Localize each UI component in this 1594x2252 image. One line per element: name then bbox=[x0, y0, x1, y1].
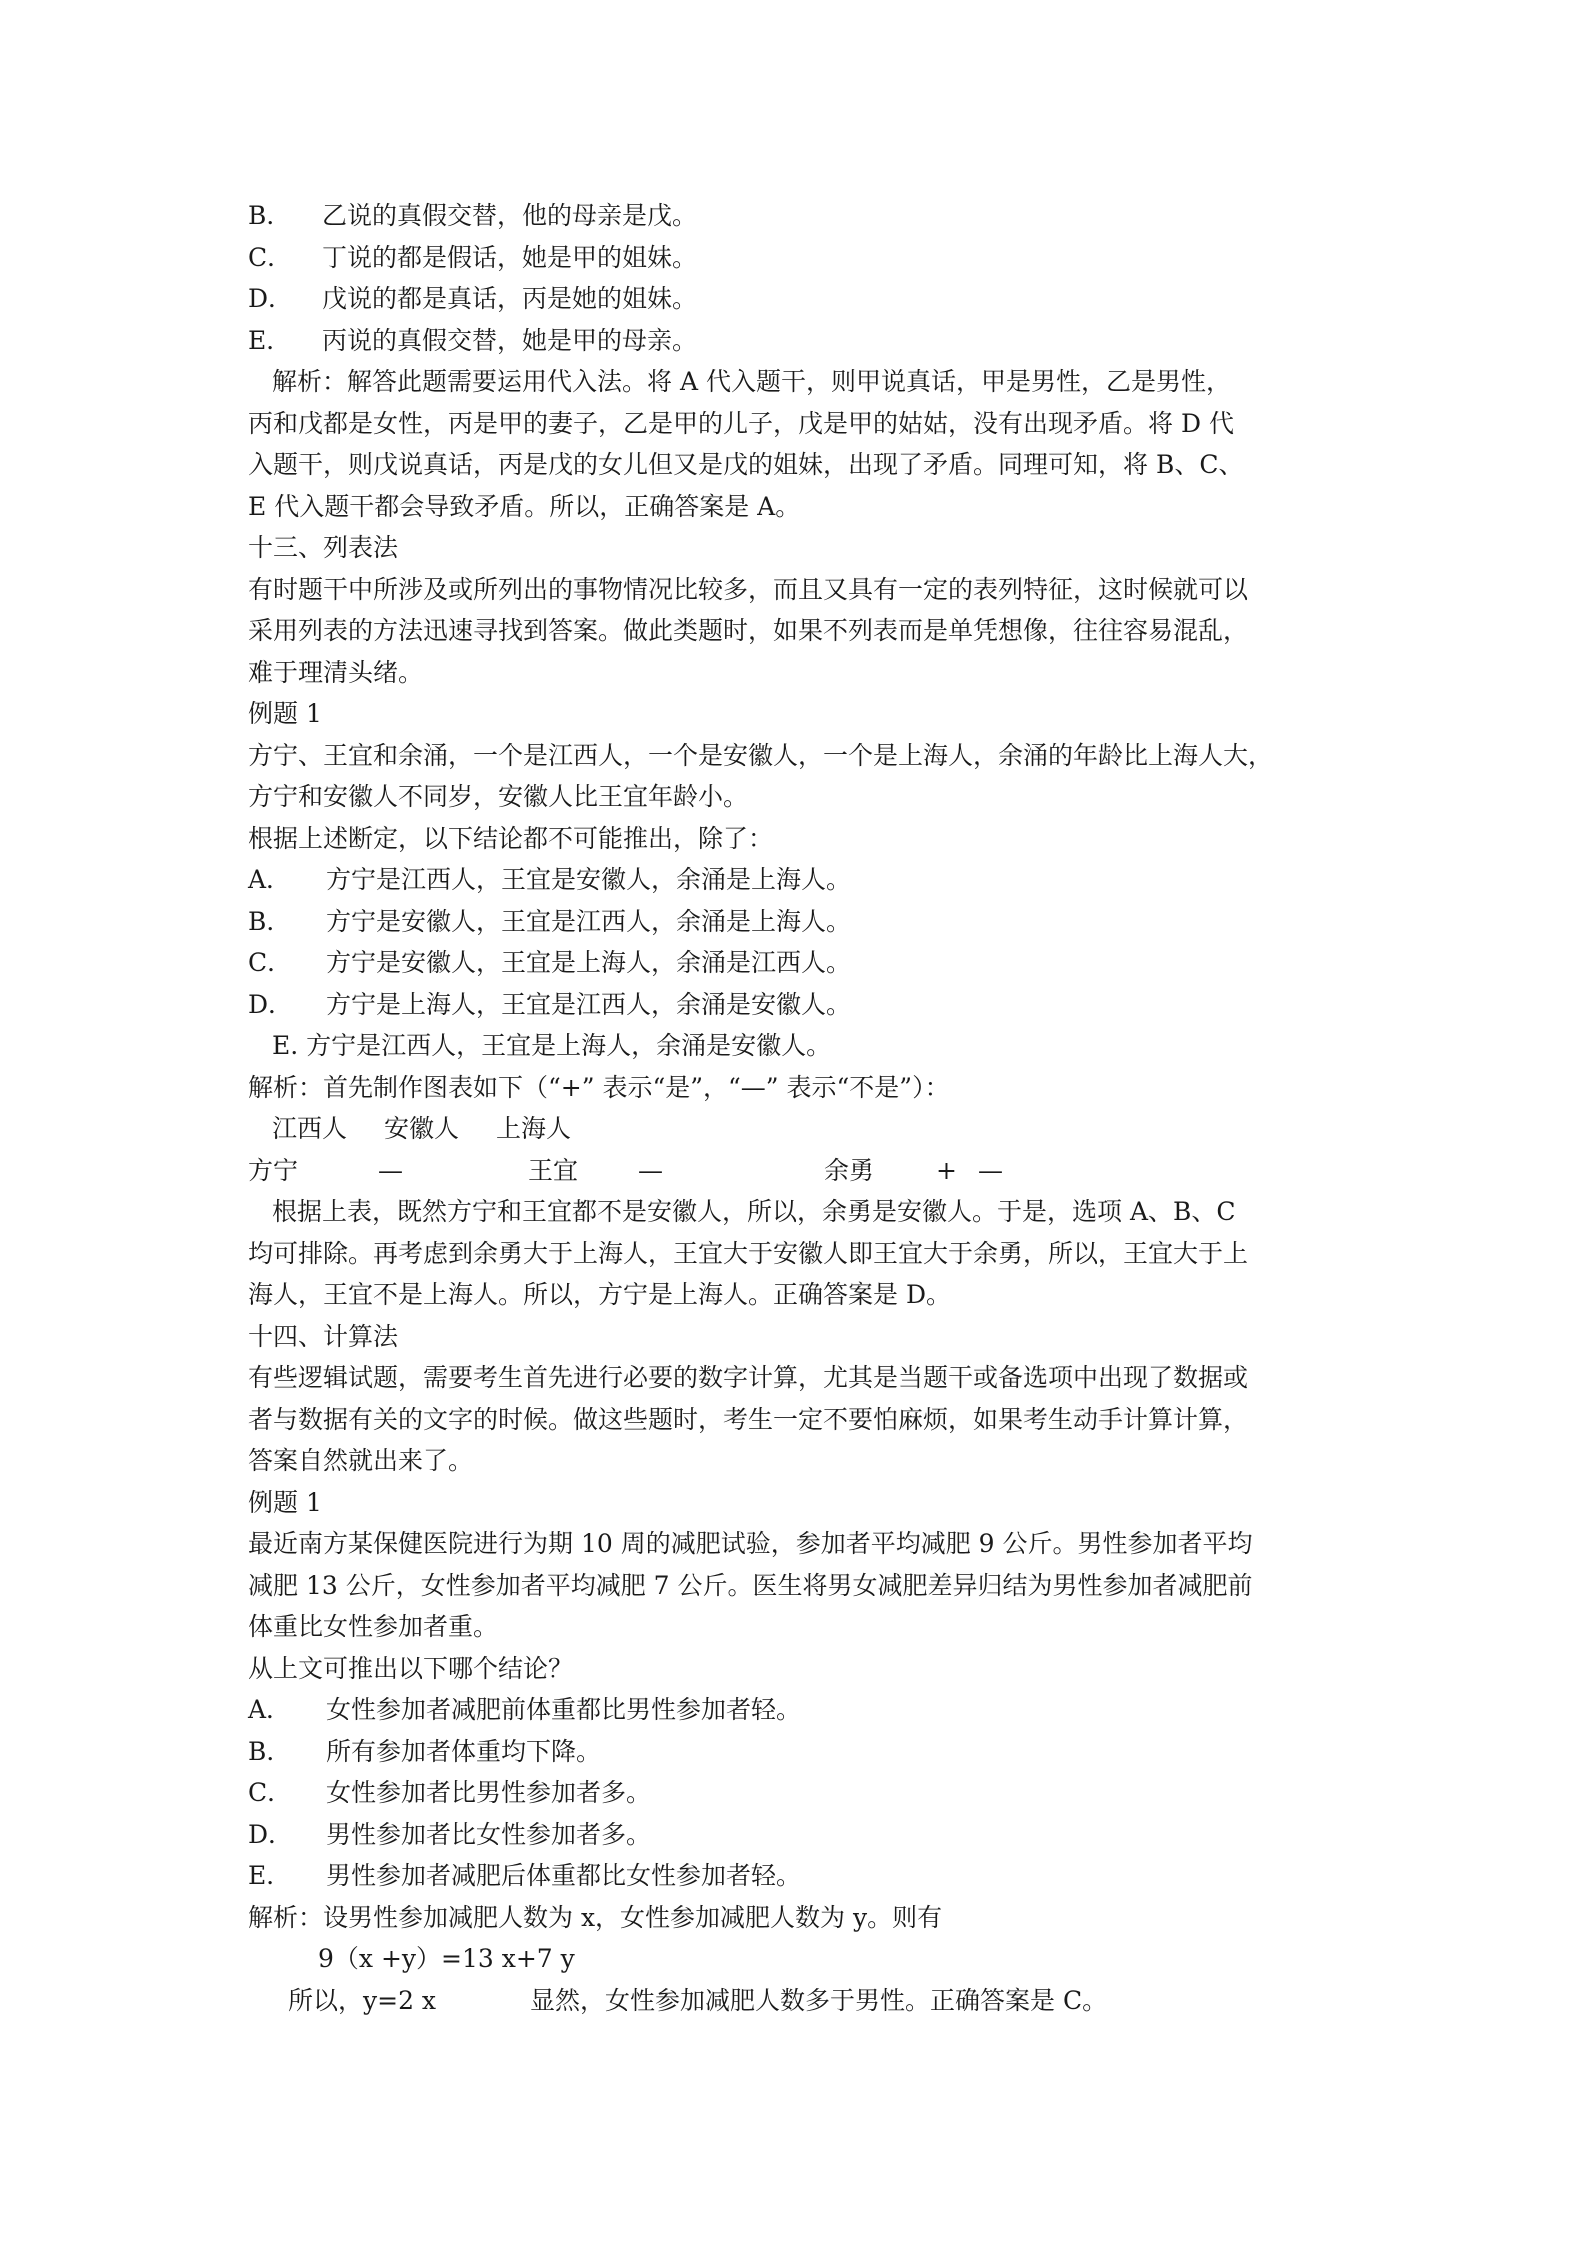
option-e: E． 男性参加者减肥后体重都比女性参加者轻。 bbox=[248, 1861, 802, 1890]
intro-line: 答案自然就出来了。 bbox=[248, 1446, 474, 1475]
option-e: E. 方宁是江西人，王宜是上海人，余涌是安徽人。 bbox=[272, 1031, 832, 1060]
analysis-line: 根据上表，既然方宁和王宜都不是安徽人，所以，余勇是安徽人。于是，选项 A、B、C bbox=[272, 1197, 1236, 1226]
intro-line: 有时题干中所涉及或所列出的事物情况比较多，而且又具有一定的表列特征，这时候就可以 bbox=[248, 574, 1249, 604]
analysis-line: E 代入题干都会导致矛盾。所以，正确答案是 A。 bbox=[248, 491, 801, 521]
conclusion-text: 显然，女性参加减肥人数多于男性。正确答案是 C。 bbox=[530, 1985, 1108, 2015]
table-cell: 方宁 bbox=[248, 1155, 299, 1185]
option-c: C． 方宁是安徽人，王宜是上海人，余涌是江西人。 bbox=[248, 948, 852, 977]
analysis-line: 解析：解答此题需要运用代入法。将 A 代入题干，则甲说真话，甲是男性，乙是男性， bbox=[272, 367, 1231, 396]
analysis-line: 丙和戊都是女性，丙是甲的妻子，乙是甲的儿子，戊是甲的姑姑，没有出现矛盾。将 D 代 bbox=[248, 408, 1234, 438]
analysis-line: 海人，王宜不是上海人。所以，方宁是上海人。正确答案是 D。 bbox=[248, 1280, 951, 1309]
question-prompt: 从上文可推出以下哪个结论？ bbox=[248, 1653, 574, 1683]
table-cell: + bbox=[936, 1155, 957, 1185]
section-heading: 十三、列表法 bbox=[248, 533, 399, 562]
table-cell: 余勇 bbox=[824, 1155, 875, 1185]
section-heading: 十四、计算法 bbox=[248, 1321, 399, 1351]
table-header bbox=[248, 1108, 1358, 1150]
question-line: 体重比女性参加者重。 bbox=[248, 1612, 499, 1641]
intro-line: 采用列表的方法迅速寻找到答案。做此类题时，如果不列表而是单凭想像，往往容易混乱， bbox=[248, 616, 1249, 645]
table-cell: — bbox=[638, 1155, 663, 1185]
intro-line: 有些逻辑试题，需要考生首先进行必要的数字计算，尤其是当题干或备选项中出现了数据或 bbox=[248, 1363, 1249, 1392]
table-header-cell: 安徽人 bbox=[384, 1114, 460, 1143]
option-b: B． 所有参加者体重均下降。 bbox=[248, 1736, 602, 1766]
document-body bbox=[248, 195, 1358, 2021]
option-b: B． 方宁是安徽人，王宜是江西人，余涌是上海人。 bbox=[248, 906, 852, 936]
table-row bbox=[248, 1150, 1358, 1192]
question-line: 方宁和安徽人不同岁，安徽人比王宜年龄小。 bbox=[248, 782, 749, 811]
analysis-line: 入题干，则戊说真话，丙是戊的女儿但又是戊的姐妹，出现了矛盾。同理可知，将 B、C、 bbox=[248, 450, 1244, 479]
question-line: 方宁、王宜和余涌，一个是江西人，一个是安徽人，一个是上海人，余涌的年龄比上海人大， bbox=[248, 740, 1274, 770]
table-cell: — bbox=[978, 1155, 1003, 1185]
option-e-top: E． 丙说的真假交替，她是甲的母亲。 bbox=[248, 325, 698, 355]
option-d-top: D． 戊说的都是真话，丙是她的姐妹。 bbox=[248, 284, 698, 313]
conclusion-line bbox=[248, 1980, 1358, 2022]
option-b-top: B． 乙说的真假交替，他的母亲是戊。 bbox=[248, 201, 698, 230]
analysis-line: 均可排除。再考虑到余勇大于上海人，王宜大于安徽人即王宜大于余勇，所以，王宜大于上 bbox=[248, 1238, 1249, 1268]
intro-line: 难于理清头绪。 bbox=[248, 657, 424, 687]
example-label: 例题 1 bbox=[248, 1487, 322, 1517]
option-c: C． 女性参加者比男性参加者多。 bbox=[248, 1778, 652, 1807]
option-c-top: C． 丁说的都是假话，她是甲的姐妹。 bbox=[248, 242, 698, 272]
option-d: D． 方宁是上海人，王宜是江西人，余涌是安徽人。 bbox=[248, 989, 852, 1019]
option-a: A． 女性参加者减肥前体重都比男性参加者轻。 bbox=[248, 1695, 802, 1724]
question-line: 减肥 13 公斤，女性参加者平均减肥 7 公斤。医生将男女减肥差异归结为男性参加者减肥前 bbox=[248, 1570, 1253, 1600]
example-label: 例题 1 bbox=[248, 699, 322, 728]
question-line: 最近南方某保健医院进行为期 10 周的减肥试验，参加者平均减肥 9 公斤。男性参加者平均 bbox=[248, 1529, 1253, 1558]
question-prompt: 根据上述断定，以下结论都不可能推出，除了： bbox=[248, 823, 774, 853]
intro-line: 者与数据有关的文字的时候。做这些题时，考生一定不要怕麻烦，如果考生动手计算计算， bbox=[248, 1404, 1249, 1434]
table-header-cell: 上海人 bbox=[496, 1114, 572, 1143]
option-d: D． 男性参加者比女性参加者多。 bbox=[248, 1819, 652, 1849]
table-header-cell: 江西人 bbox=[272, 1114, 348, 1143]
equation: 9（x +y）=13 x+7 y bbox=[318, 1944, 575, 1973]
table-cell: — bbox=[378, 1155, 403, 1185]
analysis-intro: 解析：设男性参加减肥人数为 x，女性参加减肥人数为 y。则有 bbox=[248, 1902, 943, 1932]
table-cell: 王宜 bbox=[528, 1155, 579, 1185]
analysis-intro: 解析：首先制作图表如下（“+” 表示“是”，“—” 表示“不是”）： bbox=[248, 1072, 950, 1102]
conclusion-formula: 所以，y=2 x bbox=[288, 1985, 437, 2015]
option-a: A． 方宁是江西人，王宜是安徽人，余涌是上海人。 bbox=[248, 865, 852, 894]
